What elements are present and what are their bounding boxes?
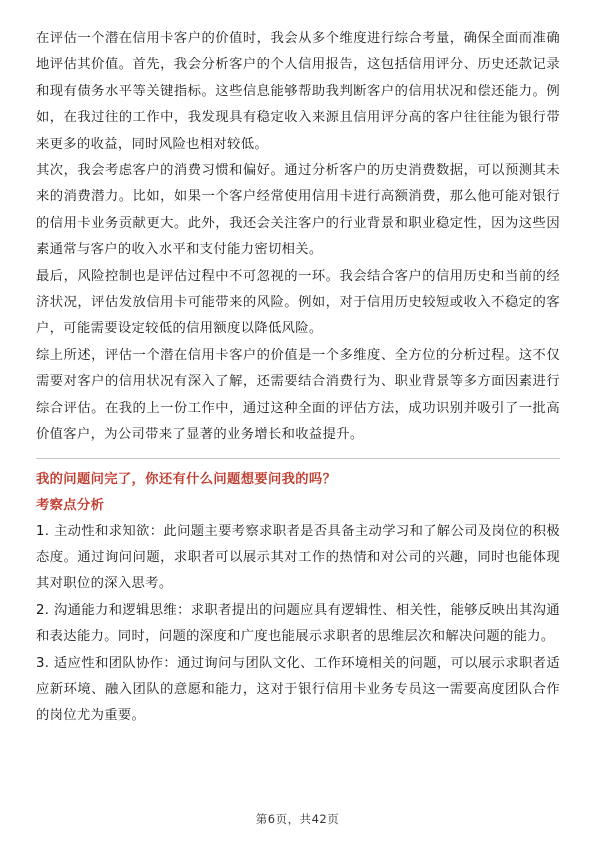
- page-number: 第6页，共42页: [255, 812, 340, 826]
- answer-paragraph-2: 其次，我会考虑客户的消费习惯和偏好。通过分析客户的历史消费数据，可以预测其未来的消费潜力。比如，如果一个客户经常使用信用卡进行高额消费，那么他可能对银行的信用卡业务贡献更大。此外，我还会关注客户的行业背景和职业稳定性，因为这些因素通常与客户的收入水平和支付能力密切相关。: [36, 163, 560, 258]
- answer-paragraph-3: 最后，风险控制也是评估过程中不可忽视的一环。我会结合客户的信用历史和当前的经济状况，评估发放信用卡可能带来的风险。例如，对于信用历史较短或收入不稳定的客户，可能需要设定较低的信用额度以降低风险。: [36, 268, 560, 337]
- section-divider: [36, 458, 560, 459]
- answer-paragraph-4: 综上所述，评估一个潜在信用卡客户的价值是一个多维度、全方位的分析过程。这不仅需要对客户的信用状况有深入了解，还需要结合消费行为、职业背景等多方面因素进行综合评估。在我的上一份工作中，通过这种全面的评估方法，成功识别并吸引了一批高价值客户，为公司带来了显著的业务增长和收益提升。: [36, 347, 560, 443]
- analysis-heading: 考察点分析: [36, 497, 105, 513]
- interview-question: 我的问题问完了，你还有什么问题想要问我的吗？: [36, 471, 337, 487]
- document-page: [36, 26, 560, 730]
- analysis-point-1: 1. 主动性和求知欲：此问题主要考察求职者是否具备主动学习和了解公司及岗位的积极态度。通过询问问题，求职者可以展示其对工作的热情和对公司的兴趣，同时也能体现其对职位的深入思考。: [36, 523, 560, 592]
- answer-paragraph-1: 在评估一个潜在信用卡客户的价值时，我会从多个维度进行综合考量，确保全面而准确地评估其价值。首先，我会分析客户的个人信用报告，这包括信用评分、历史还款记录和现有债务水平等关键指标。这些信息能够帮助我判断客户的信用状况和偿还能力。例如，在我过往的工作中，我发现具有稳定收入来源且信用评分高的客户往往能为银行带来更多的收益，同时风险也相对较低。: [36, 31, 560, 152]
- analysis-point-3: 3. 适应性和团队协作：通过询问与团队文化、工作环境相关的问题，可以展示求职者适应新环境、融入团队的意愿和能力，这对于银行信用卡业务专员这一需要高度团队合作的岗位尤为重要。: [36, 655, 560, 724]
- analysis-point-2: 2. 沟通能力和逻辑思维：求职者提出的问题应具有逻辑性、相关性，能够反映出其沟通和表达能力。同时，问题的深度和广度也能展示求职者的思维层次和解决问题的能力。: [36, 602, 560, 645]
